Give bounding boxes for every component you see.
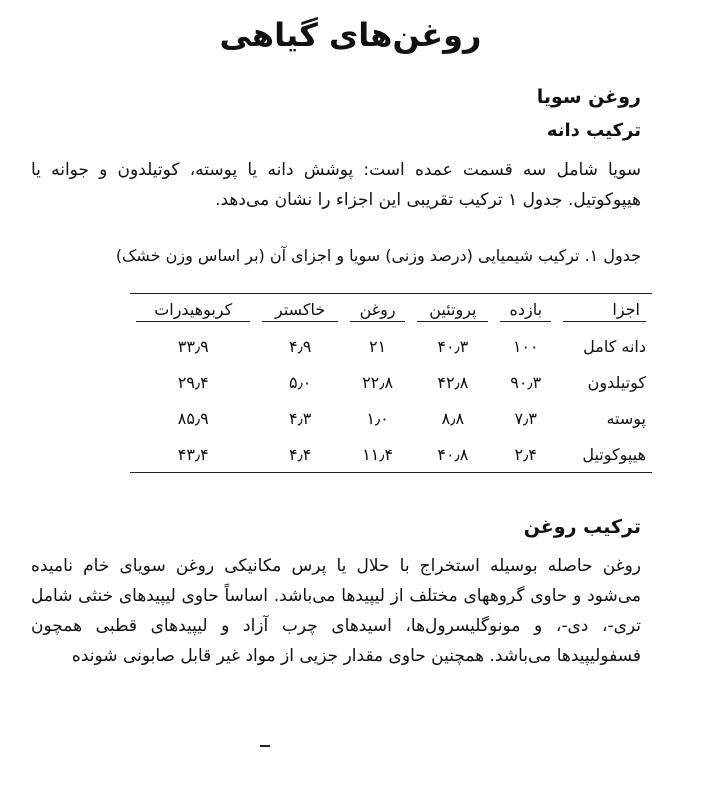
table-row	[130, 400, 652, 436]
cell-part: پوسته	[606, 408, 646, 428]
table-header-row	[130, 294, 652, 329]
cell-carbohydrate: ۸۵٫۹	[177, 408, 209, 428]
header-parts: اجزا	[557, 294, 652, 329]
header-carbohydrate: کربوهیدرات	[130, 294, 256, 329]
subheading-seed-composition: ترکیب دانه	[546, 120, 641, 141]
page-mark	[260, 745, 270, 747]
cell-carbohydrate: ۳۳٫۹	[177, 336, 209, 356]
header-protein: پروتئین	[411, 294, 494, 329]
cell-part: هیپوکوتیل	[557, 436, 652, 473]
cell-yield: ۱۰۰	[512, 336, 539, 356]
cell-oil: ۲۱	[368, 336, 387, 356]
cell-oil: ۱٫۰	[366, 408, 389, 428]
section-heading-soy-oil: روغن سویا	[536, 86, 641, 108]
header-oil: روغن	[344, 294, 411, 329]
cell-oil: ۲۲٫۸	[362, 372, 394, 392]
cell-ash: ۴٫۳	[288, 408, 312, 428]
cell-protein: ۴۰٫۳	[437, 336, 469, 356]
cell-ash: ۴٫۹	[288, 336, 312, 356]
cell-oil: ۱۱٫۴	[344, 436, 411, 473]
cell-protein: ۴۲٫۸	[437, 372, 469, 392]
cell-yield: ۹۰٫۳	[510, 372, 542, 392]
cell-carbohydrate: ۲۹٫۴	[177, 372, 209, 392]
table-caption: جدول ۱. ترکیب شیمیایی (درصد وزنی) سویا و اجزای آن (بر اساس وزن خشک)	[115, 246, 641, 265]
header-ash: خاکستر	[256, 294, 343, 329]
composition-table	[130, 293, 652, 473]
cell-protein: ۴۰٫۸	[411, 436, 494, 473]
cell-ash: ۵٫۰	[288, 372, 312, 392]
cell-carbohydrate: ۴۳٫۴	[130, 436, 256, 473]
table-row	[130, 328, 652, 364]
cell-ash: ۴٫۴	[256, 436, 343, 473]
paragraph-seed-composition: سویا شامل سه قسمت عمده است: پوشش دانه یا پوسته، کوتیلدون و جوانه یا هیپوکوتیل. جدول ۱ ترکیب تقریبی این اجزاء را نشان می‌دهد.	[31, 160, 641, 210]
cell-yield: ۷٫۳	[514, 408, 537, 428]
cell-part: کوتیلدون	[587, 372, 646, 392]
section-heading-oil-composition: ترکیب روغن	[523, 516, 641, 538]
table-row	[130, 436, 652, 473]
paragraph-oil-composition: روغن حاصله بوسیله استخراج با حلال یا پرس مکانیکی روغن سویای خام نامیده می‌شود و حاوی گروههای مختلف از لیپیدها می‌باشد. اساساً حاوی لیپیدهای خنثی شامل تری-، دی-، و مونوگلیسرول‌ها، اسیدهای چرب آزاد و لیپیدهای قطبی همچون فسفولیپیدها می‌باشد. همچنین حاوی مقدار جزیی از مواد غیر قابل صابونی شونده	[31, 556, 641, 666]
table-row	[130, 364, 652, 400]
cell-yield: ۲٫۴	[494, 436, 557, 473]
header-yield: بازده	[494, 294, 557, 329]
cell-protein: ۸٫۸	[441, 408, 465, 428]
page-title: روغن‌های گیاهی	[219, 16, 482, 54]
cell-part: دانه کامل	[583, 336, 646, 356]
